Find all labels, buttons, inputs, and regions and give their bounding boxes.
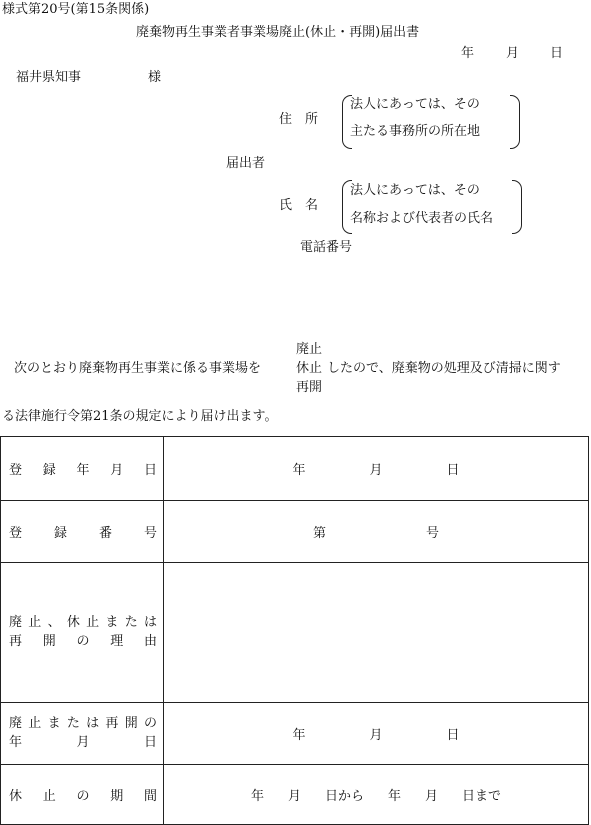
name-label: 氏 名	[279, 198, 319, 213]
option-abolish: 廃止	[296, 342, 323, 357]
suspension-period-value[interactable]: 年 月 日から 年 月 日まで	[164, 765, 589, 825]
registration-date-value[interactable]: 年 月 日	[164, 437, 589, 501]
addressee-governor: 福井県知事	[16, 70, 82, 85]
addressee-honorific: 様	[148, 70, 162, 85]
table-row-reason	[1, 563, 589, 703]
name-brace-right	[512, 180, 522, 234]
phone-label: 電話番号	[300, 240, 353, 255]
body-line2: る法律施行令第21条の規定により届け出ます。	[2, 409, 278, 424]
table-row-suspension-period	[1, 765, 589, 825]
table-row-registration-number	[1, 501, 589, 563]
address-label: 住 所	[279, 112, 319, 127]
name-note-line2: 名称および代表者の氏名	[350, 211, 494, 226]
address-note-line2: 主たる事務所の所在地	[350, 124, 481, 139]
reason-value[interactable]	[164, 563, 589, 703]
date-year-label: 年	[461, 46, 475, 61]
address-brace-right	[510, 95, 520, 149]
registration-number-value[interactable]: 第 号	[164, 501, 589, 563]
body-line1-suffix: したので、廃棄物の処理及び清掃に関す	[327, 361, 561, 376]
table-row-registration-date	[1, 437, 589, 501]
date-day-label: 日	[550, 46, 564, 61]
form-number: 様式第20号(第15条関係)	[2, 2, 150, 17]
registration-date-label: 登 録 年 月 日	[1, 437, 164, 501]
body-line1-prefix: 次のとおり廃棄物再生事業に係る事業場を	[14, 361, 262, 376]
document-title: 廃棄物再生事業者事業場廃止(休止・再開)届出書	[136, 25, 420, 40]
registration-number-label: 登 録 番 号	[1, 501, 164, 563]
name-note-line1: 法人にあっては、その	[350, 183, 480, 198]
notifier-label: 届出者	[226, 156, 266, 171]
table-row-abolish-resume-date	[1, 703, 589, 765]
body-line1-option: 休止	[296, 361, 323, 376]
suspension-period-label: 休 止 の 期 間	[1, 765, 164, 825]
abolish-resume-date-value[interactable]: 年 月 日	[164, 703, 589, 765]
reason-label: 廃 止 、 休 止 ま た は 再 開 の 理 由	[1, 563, 164, 703]
date-month-label: 月	[506, 46, 520, 61]
abolish-resume-date-label: 廃 止 ま た は 再 開 の 年 月 日	[1, 703, 164, 765]
option-resume: 再開	[296, 380, 323, 395]
address-note-line1: 法人にあっては、その	[350, 97, 480, 112]
notification-table	[0, 436, 589, 825]
